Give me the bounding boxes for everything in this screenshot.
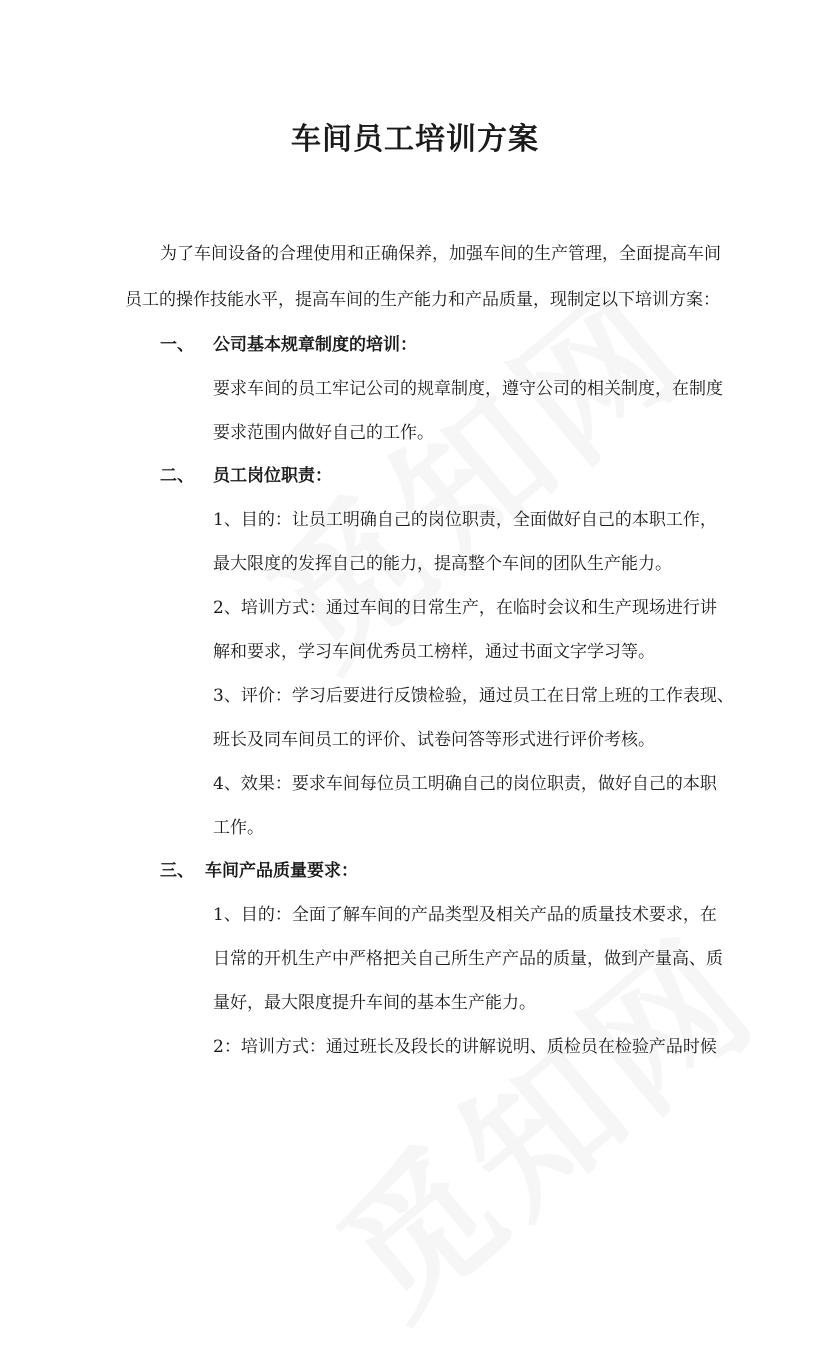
section-line: 1、目的：全面了解车间的产品类型及相关产品的质量技术要求，在: [213, 905, 717, 925]
section-number: 三、: [160, 861, 194, 881]
section-number: 二、: [160, 466, 194, 486]
section-line: 班长及同车间员工的评价、试卷问答等形式进行评价考核。: [213, 730, 655, 750]
section-line: 1、目的：让员工明确自己的岗位职责，全面做好自己的本职工作，: [213, 510, 717, 530]
section-line: 2：培训方式：通过班长及段长的讲解说明、质检员在检验产品时候: [213, 1037, 717, 1057]
document-title: 车间员工培训方案: [291, 122, 539, 157]
section-line: 工作。: [213, 818, 264, 838]
section-line: 解和要求，学习车间优秀员工榜样，通过书面文字学习等。: [213, 642, 655, 662]
intro-line: 员工的操作技能水平，提高车间的生产能力和产品质量，现制定以下培训方案：: [125, 290, 720, 310]
section-heading: 车间产品质量要求：: [205, 861, 358, 881]
section-line: 4、效果：要求车间每位员工明确自己的岗位职责，做好自己的本职: [213, 774, 717, 794]
section-heading: 员工岗位职责：: [213, 466, 332, 486]
section-heading: 公司基本规章制度的培训：: [213, 335, 417, 355]
section-line: 日常的开机生产中严格把关自己所生产产品的质量，做到产量高、质: [213, 949, 723, 969]
section-line: 最大限度的发挥自己的能力，提高整个车间的团队生产能力。: [213, 554, 672, 574]
section-line: 2、培训方式：通过车间的日常生产，在临时会议和生产现场进行讲: [213, 598, 717, 618]
section-number: 一、: [160, 335, 194, 355]
section-line: 要求范围内做好自己的工作。: [213, 423, 434, 443]
section-line: 3、评价：学习后要进行反馈检验，通过员工在日常上班的工作表现、: [213, 686, 734, 706]
intro-line: 为了车间设备的合理使用和正确保养，加强车间的生产管理，全面提高车间: [160, 244, 721, 264]
section-line: 要求车间的员工牢记公司的规章制度，遵守公司的相关制度，在制度: [213, 379, 723, 399]
section-line: 量好，最大限度提升车间的基本生产能力。: [213, 993, 536, 1013]
